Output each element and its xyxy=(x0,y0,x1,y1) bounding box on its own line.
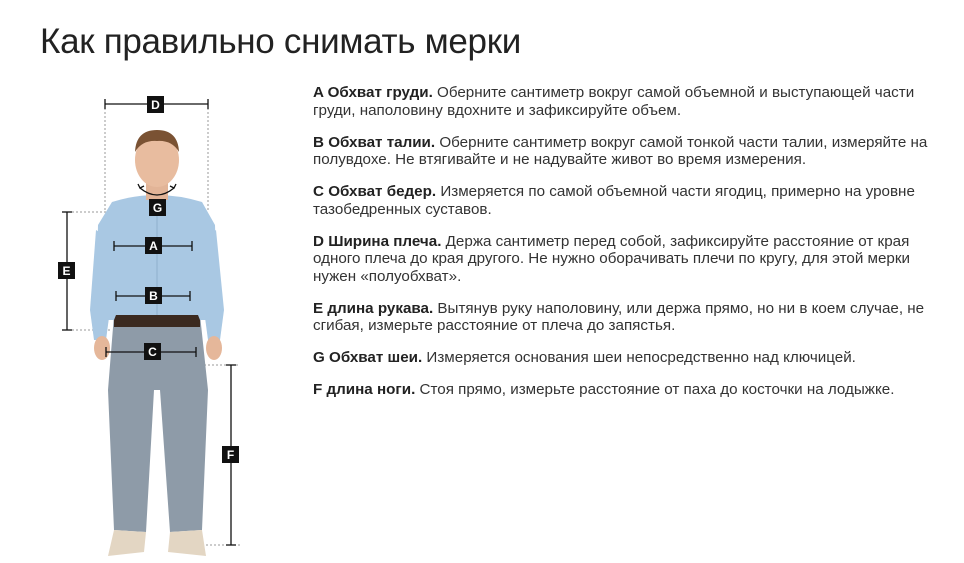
measurement-item-d xyxy=(313,233,953,286)
measurement-term: E длина рукава. xyxy=(313,299,434,317)
measurement-text: Держа сантиметр перед собой, зафиксируйте расстояние от края одного плеча до края другого. Не нужно оборачивать плечи по кругу, для этой мерки нужен «полуобхват». xyxy=(313,232,910,285)
svg-text:B: B xyxy=(149,289,158,303)
shoes-shape xyxy=(108,530,206,556)
label-a xyxy=(145,237,162,254)
measurement-text: Измеряется по самой объемной части ягодиц, примерно на уровне тазобедренных суставов. xyxy=(313,183,915,218)
measurement-item-c xyxy=(313,183,953,218)
measurement-text: Вытянув руку наполовину, или держа прямо, но ни в коем случае, не сгибая, измерьте расстояние от плеча до запястья. xyxy=(313,299,925,334)
measurement-term: A Обхват груди. xyxy=(313,84,433,101)
measurement-figure xyxy=(50,90,270,560)
measurement-term: B Обхват талии. xyxy=(313,133,436,151)
page-title: Как правильно снимать мерки xyxy=(40,22,521,61)
label-b xyxy=(145,287,162,304)
svg-text:C: C xyxy=(148,345,157,359)
label-d xyxy=(147,96,164,113)
measurement-item-g xyxy=(313,349,953,367)
measurement-text: Оберните сантиметр вокруг самой объемной и выступающей части груди, наполовину вдохните и зафиксируйте объем. xyxy=(313,84,915,119)
measurement-text: Измеряется основания шеи непосредственно над ключицей. xyxy=(422,349,856,366)
measurement-item-e xyxy=(313,300,953,335)
measurement-text: Оберните сантиметр вокруг самой тонкой части талии, измеряйте на полувдохе. Не втягивайте и не надувайте живот во время измерения. xyxy=(313,133,928,168)
svg-text:F: F xyxy=(226,448,235,462)
measurement-item-a xyxy=(313,84,953,119)
measurement-item-b xyxy=(313,134,953,169)
svg-text:G: G xyxy=(152,201,163,215)
figure-illustration xyxy=(50,90,270,560)
label-f xyxy=(222,446,239,463)
label-c xyxy=(144,343,161,360)
svg-text:A: A xyxy=(149,239,158,253)
measurement-term: F длина ноги. xyxy=(313,381,416,398)
svg-text:E: E xyxy=(62,264,71,278)
label-g xyxy=(149,199,166,216)
svg-text:D: D xyxy=(151,98,160,112)
measurement-descriptions xyxy=(313,84,953,413)
measurement-item-f xyxy=(313,381,953,399)
label-e xyxy=(58,262,75,279)
measurement-term: G Обхват шеи. xyxy=(313,349,423,366)
measurement-text: Стоя прямо, измерьте расстояние от паха до косточки на лодыжке. xyxy=(415,381,895,398)
measurement-term: D Ширина плеча. xyxy=(313,232,442,250)
measurement-term: C Обхват бедер. xyxy=(313,183,437,200)
